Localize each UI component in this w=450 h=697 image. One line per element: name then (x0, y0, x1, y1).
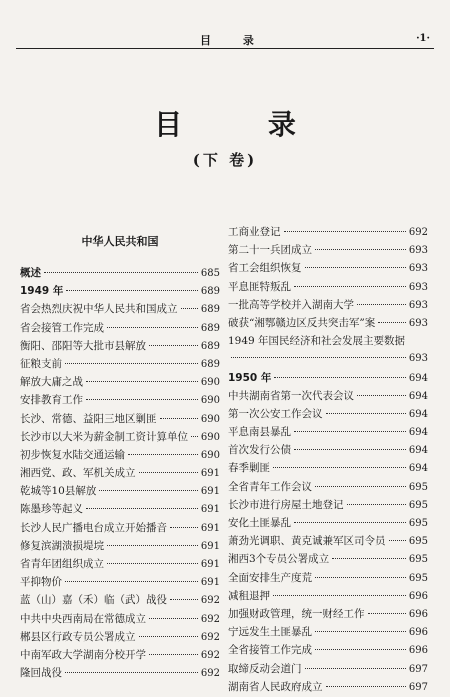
toc-entry-page: 694 (408, 463, 428, 475)
toc-leader-dots (149, 345, 198, 346)
toc-entry-page: 694 (408, 408, 428, 420)
toc-leader-dots (294, 286, 406, 287)
toc-entry-page: 692 (200, 595, 220, 607)
toc-entry (20, 282, 220, 300)
toc-leader-dots (160, 418, 198, 419)
toc-entry (228, 314, 428, 332)
toc-entry (228, 587, 428, 605)
toc-entry-title: 省会热烈庆祝中华人民共和国成立 (20, 303, 178, 316)
toc-entry-title: 工商业登记 (228, 226, 281, 238)
toc-entry (228, 350, 428, 368)
toc-entry-page: 693 (408, 263, 428, 275)
toc-leader-dots (273, 595, 406, 596)
toc-leader-dots (357, 395, 406, 396)
toc-entry-title: 宁远发生土匪暴乱 (228, 626, 312, 639)
toc-entry-page: 689 (200, 322, 220, 334)
toc-entry-title: 陈墨珍等起义 (20, 503, 83, 516)
toc-entry-page: 695 (408, 572, 428, 584)
toc-entry-title: 安化土匪暴乱 (228, 517, 291, 529)
toc-leader-dots (65, 672, 198, 673)
toc-entry-page: 694 (408, 427, 428, 439)
toc-entry (20, 337, 220, 355)
toc-right-column (228, 223, 428, 696)
toc-entry (228, 532, 428, 550)
toc-entry-title: 中南军政大学湖南分校开学 (20, 648, 146, 661)
toc-entry-page: 697 (408, 681, 428, 693)
toc-entry-title: 春季剿匪 (228, 462, 270, 475)
toc-entry-title: 第二十一兵团成立 (228, 244, 312, 257)
toc-entry (228, 405, 428, 423)
toc-leader-dots (305, 668, 406, 669)
toc-entry-page: 696 (408, 627, 428, 639)
toc-entry-page: 690 (200, 413, 220, 425)
toc-entry (228, 369, 428, 387)
toc-entry-page: 694 (408, 445, 428, 457)
toc-entry (20, 355, 220, 373)
toc-leader-dots (326, 413, 406, 414)
toc-entry (228, 496, 428, 514)
toc-entry (20, 573, 220, 591)
toc-entry-title: 萧劲光调职、黄克诚兼军区司令员 (228, 535, 386, 548)
toc-leader-dots (181, 308, 198, 309)
toc-entry (228, 569, 428, 587)
toc-entry-page: 691 (200, 577, 220, 589)
toc-leader-dots (99, 490, 198, 491)
toc-entry-page: 690 (200, 377, 220, 389)
toc-leader-dots (65, 363, 198, 364)
toc-leader-dots (86, 508, 198, 509)
toc-entry-title: 平息匪特叛乱 (228, 280, 291, 293)
toc-entry-page: 692 (200, 668, 220, 680)
toc-entry-page: 695 (408, 518, 428, 529)
toc-entry-page: 696 (408, 645, 428, 657)
toc-entry-title: 隆回战役 (20, 667, 62, 680)
toc-entry (20, 591, 220, 609)
toc-entry (228, 605, 428, 623)
toc-entry-page: 695 (408, 481, 428, 493)
toc-entry (228, 478, 428, 496)
toc-entry-title: 首次发行公债 (228, 444, 291, 457)
toc-leader-dots (315, 631, 406, 632)
toc-leader-dots (139, 472, 198, 473)
toc-entry-title: 省会接管工作完成 (20, 321, 104, 334)
toc-entry (228, 332, 428, 350)
toc-leader-dots (149, 618, 198, 619)
toc-left-column (20, 264, 220, 682)
toc-entry (20, 428, 220, 446)
toc-entry-page: 689 (200, 358, 220, 370)
toc-entry-page: 696 (408, 608, 428, 620)
toc-leader-dots (86, 399, 198, 400)
toc-entry (20, 537, 220, 555)
toc-entry-page: 691 (200, 486, 220, 498)
toc-entry-title: 一批高等学校并入湖南大学 (228, 298, 354, 311)
toc-entry-page: 695 (408, 499, 428, 511)
toc-entry-title: 长沙人民广播电台成立开始播音 (20, 521, 167, 534)
toc-entry-page: 689 (200, 340, 220, 352)
toc-entry-page: 691 (200, 522, 220, 534)
toc-entry-title: 取缔反动会道门 (228, 662, 302, 675)
toc-entry-page: 693 (408, 317, 428, 329)
toc-entry (228, 259, 428, 277)
toc-entry (20, 646, 220, 664)
toc-entry-title: 减租退押 (228, 589, 270, 602)
toc-leader-dots (107, 327, 198, 328)
toc-leader-dots (44, 272, 198, 273)
toc-leader-dots (107, 545, 198, 546)
running-header-page-number: ·1· (416, 33, 430, 44)
toc-leader-dots (149, 654, 198, 655)
toc-leader-dots (86, 381, 198, 382)
toc-entry-title: 征粮支前 (20, 357, 62, 370)
toc-entry (228, 514, 428, 532)
toc-entry (20, 500, 220, 518)
toc-entry (20, 373, 220, 391)
toc-leader-dots (315, 577, 406, 578)
toc-entry-title: 破获“湘鄂赣边区反共突击军”案 (228, 316, 376, 329)
toc-entry-page: 693 (408, 281, 428, 293)
toc-entry-title: 乾城等10县解放 (20, 485, 97, 498)
toc-entry (20, 319, 220, 337)
toc-entry-title: 中共湖南省第一次代表会议 (228, 389, 354, 402)
toc-entry-title: 湖南省人民政府成立 (228, 680, 323, 693)
toc-entry-page: 695 (408, 554, 428, 566)
toc-entry-page: 689 (200, 286, 220, 298)
toc-entry (228, 241, 428, 259)
toc-entry-title: 中共中央西南局在常德成立 (20, 612, 146, 625)
toc-leader-dots (139, 636, 198, 637)
toc-leader-dots (347, 504, 406, 505)
toc-entry (228, 623, 428, 641)
toc-entry (228, 423, 428, 441)
toc-entry (20, 519, 220, 537)
toc-leader-dots (66, 290, 198, 291)
toc-leader-dots (332, 558, 406, 559)
toc-entry-title: 湘西党、政、军机关成立 (20, 467, 136, 480)
toc-entry (228, 387, 428, 405)
toc-entry (20, 482, 220, 500)
toc-entry-title: 1949 年国民经济和社会发展主要数据 (228, 335, 406, 348)
toc-entry-title: 安排教育工作 (20, 394, 83, 407)
toc-entry-title: 长沙市以大米为薪金制工资计算单位 (20, 430, 188, 443)
toc-entry-page: 690 (200, 449, 220, 461)
toc-leader-dots (357, 304, 406, 305)
toc-entry (228, 678, 428, 696)
toc-entry (20, 664, 220, 682)
toc-entry-page: 691 (200, 504, 220, 516)
section-heading: 中华人民共和国 (81, 235, 159, 248)
page-title: 目 录 (154, 108, 334, 141)
toc-entry-title: 长沙、常德、益阳三地区剿匪 (20, 412, 157, 425)
toc-entry (20, 410, 220, 428)
toc-entry-page: 690 (200, 431, 220, 443)
toc-entry-title: 加强财政管理，统一财经工作 (228, 607, 365, 620)
toc-leader-dots (273, 467, 406, 468)
toc-entry-page: 692 (200, 631, 220, 643)
toc-entry-title: 衡阳、邵阳等大批市县解放 (20, 339, 146, 352)
toc-leader-dots (389, 540, 406, 541)
toc-entry (20, 300, 220, 318)
toc-entry (228, 278, 428, 296)
toc-entry-title: 长沙市进行房屋土地登记 (228, 498, 344, 511)
toc-leader-dots (294, 431, 406, 432)
toc-entry (228, 223, 428, 241)
toc-entry (228, 296, 428, 314)
toc-leader-dots (326, 686, 406, 687)
toc-entry-page: 695 (408, 536, 428, 548)
toc-leader-dots (284, 231, 406, 232)
toc-leader-dots (378, 322, 406, 323)
toc-entry-page: 696 (408, 590, 428, 602)
toc-entry-title: 全省接管工作完成 (228, 644, 312, 657)
toc-entry-title: 概述 (20, 267, 41, 279)
toc-entry-page: 692 (200, 649, 220, 661)
toc-entry-page: 691 (200, 559, 220, 570)
toc-entry-page: 690 (200, 395, 220, 407)
toc-entry-page: 694 (408, 390, 428, 402)
toc-entry-page: 691 (200, 468, 220, 480)
toc-leader-dots (128, 454, 198, 455)
toc-entry-title: 修复滨湖溃损堤垸 (20, 539, 104, 552)
toc-entry (228, 660, 428, 678)
toc-leader-dots (315, 486, 406, 487)
toc-entry-title: 1950 年 (228, 371, 272, 384)
toc-entry (20, 555, 220, 573)
toc-entry (20, 464, 220, 482)
running-header-title: 目 录 (200, 34, 268, 47)
toc-entry (228, 459, 428, 477)
toc-entry (20, 264, 220, 282)
toc-entry-title: 全面安排生产度荒 (228, 571, 312, 584)
toc-entry-title: 全省青年工作会议 (228, 480, 312, 493)
page-subtitle: (下 卷) (192, 151, 258, 169)
toc-leader-dots (65, 581, 198, 582)
toc-leader-dots (274, 377, 406, 378)
toc-entry-title: 1949 年 (20, 285, 64, 298)
toc-leader-dots (170, 527, 198, 528)
toc-entry-title: 解放大庸之战 (20, 376, 83, 389)
toc-entry (228, 441, 428, 459)
toc-entry (20, 628, 220, 646)
toc-entry-title: 初步恢复水陆交通运输 (20, 448, 125, 461)
toc-entry-page: 691 (200, 540, 220, 552)
toc-entry-title: 湘西3个专员公署成立 (228, 553, 330, 566)
toc-leader-dots (170, 599, 198, 600)
toc-leader-dots (191, 436, 198, 437)
toc-leader-dots (231, 357, 406, 358)
toc-leader-dots (315, 649, 406, 650)
toc-leader-dots (294, 449, 406, 450)
toc-entry (228, 550, 428, 568)
toc-entry-page: 685 (200, 268, 220, 279)
toc-leader-dots (107, 563, 198, 564)
toc-entry-title: 省工会组织恢复 (228, 262, 302, 275)
toc-entry (20, 391, 220, 409)
toc-entry-title: 第一次公安工作会议 (228, 407, 323, 420)
toc-entry-title: 蓝（山）嘉（禾）临（武）战役 (20, 594, 167, 607)
toc-leader-dots (294, 522, 406, 523)
toc-entry-title: 省青年团组织成立 (20, 558, 104, 570)
toc-entry-page: 692 (408, 227, 428, 238)
toc-entry-title: 平息南县暴乱 (228, 426, 291, 439)
running-header (16, 32, 434, 49)
toc-leader-dots (305, 267, 406, 268)
toc-entry-page: 689 (200, 304, 220, 316)
toc-entry-page: 692 (200, 613, 220, 625)
toc-entry (20, 610, 220, 628)
toc-entry-title: 郴县区行政专员公署成立 (20, 630, 136, 643)
toc-leader-dots (315, 249, 406, 250)
toc-entry (20, 446, 220, 464)
toc-entry-page: 693 (408, 245, 428, 257)
toc-entry-page: 693 (408, 299, 428, 311)
toc-leader-dots (368, 613, 406, 614)
toc-entry-title: 平抑物价 (20, 576, 62, 589)
toc-entry-page: 697 (408, 663, 428, 675)
toc-entry-page: 693 (408, 353, 428, 365)
toc-entry-page: 694 (408, 372, 428, 384)
